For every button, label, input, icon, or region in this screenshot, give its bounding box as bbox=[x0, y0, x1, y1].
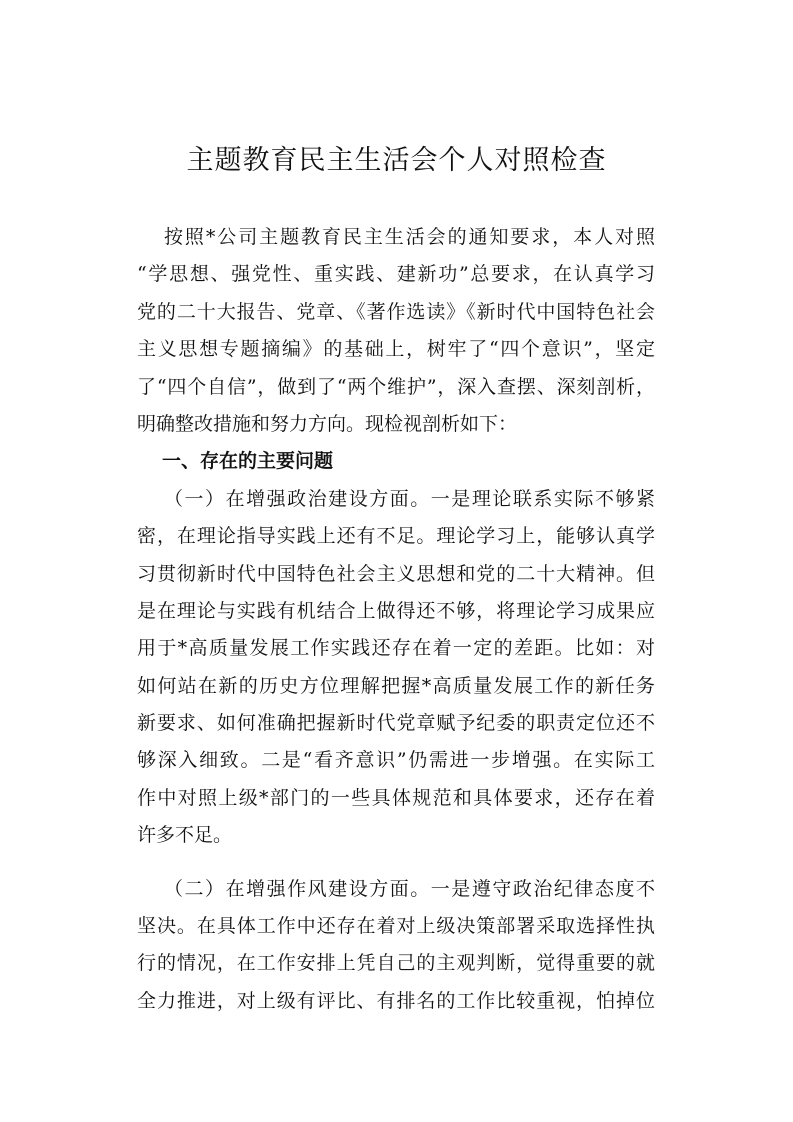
text-line: 是在理论与实践有机结合上做得还不够，将理论学习成果应 bbox=[137, 599, 655, 622]
text-line: 习贯彻新时代中国特色社会主义思想和党的二十大精神。但 bbox=[137, 562, 655, 585]
text-line: 新要求、如何准确把握新时代党章赋予纪委的职责定位还不 bbox=[137, 712, 655, 735]
text-line: （一）在增强政治建设方面。一是理论联系实际不够紧 bbox=[164, 487, 655, 510]
section-heading: 一、存在的主要问题 bbox=[162, 450, 334, 473]
paragraph-political bbox=[137, 481, 655, 855]
text-line: 作中对照上级*部门的一些具体规范和具体要求，还存在着 bbox=[137, 786, 655, 809]
text-line: 密，在理论指导实践上还有不足。理论学习上，能够认真学 bbox=[137, 525, 655, 548]
document-body bbox=[137, 219, 655, 1020]
text-line: 够深入细致。二是“看齐意识”仍需进一步增强。在实际工 bbox=[137, 749, 655, 772]
text-line: 如何站在新的历史方位理解把握*高质量发展工作的新任务 bbox=[137, 674, 655, 697]
intro-paragraph bbox=[137, 219, 655, 443]
text-line: “学思想、强党性、重实践、建新功”总要求，在认真学习 bbox=[137, 263, 655, 286]
text-line: 主义思想专题摘编》的基础上，树牢了“四个意识”，坚定 bbox=[137, 338, 655, 361]
text-line: 用于*高质量发展工作实践还存在着一定的差距。比如：对 bbox=[137, 637, 655, 660]
text-line: 坚决。在具体工作中还存在着对上级决策部署采取选择性执 bbox=[137, 915, 655, 938]
text-line: 行的情况，在工作安排上凭自己的主观判断，觉得重要的就 bbox=[137, 952, 655, 975]
text-line: 许多不足。 bbox=[137, 824, 233, 847]
text-line: （二）在增强作风建设方面。一是遵守政治纪律态度不 bbox=[164, 877, 655, 900]
text-line: 全力推进，对上级有评比、有排名的工作比较重视，怕掉位 bbox=[137, 989, 655, 1012]
text-line: 按照*公司主题教育民主生活会的通知要求，本人对照 bbox=[164, 226, 655, 248]
text-line: 明确整改措施和努力方向。现检视剖析如下： bbox=[137, 412, 518, 435]
paragraph-style bbox=[137, 871, 655, 1021]
text-line: 党的二十大报告、党章、《著作选读》《新时代中国特色社会 bbox=[137, 300, 655, 323]
text-line: 了“四个自信”，做到了“两个维护”，深入查摆、深刻剖析， bbox=[137, 375, 655, 398]
document-title: 主题教育民主生活会个人对照检查 bbox=[186, 145, 607, 176]
